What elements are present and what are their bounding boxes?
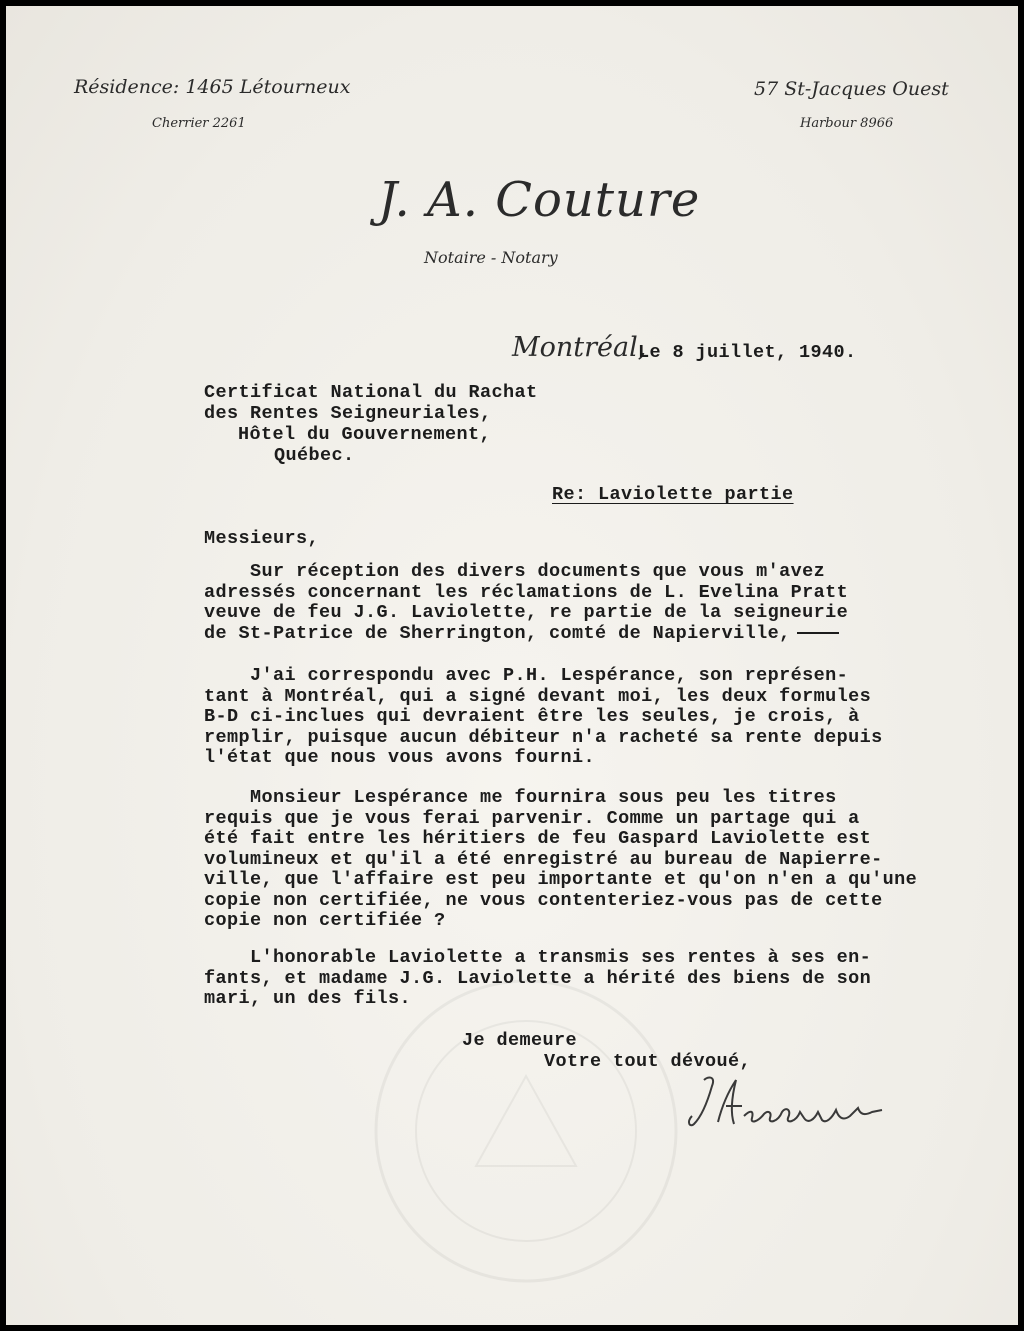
notary-profession: Notaire - Notary — [424, 248, 558, 267]
date-text: Le 8 juillet, 1940. — [638, 342, 857, 363]
residence-phone: Cherrier 2261 — [152, 116, 246, 131]
date-place: Montréal, — [512, 332, 647, 363]
body-paragraph — [204, 788, 917, 932]
recipient-line: des Rentes Seigneuriales, — [204, 403, 492, 424]
recipient-line: Hôtel du Gouvernement, — [238, 424, 492, 445]
paragraph-line: L'honorable Laviolette a transmis ses rentes à ses en- — [204, 947, 872, 968]
paragraph-line: requis que je vous ferai parvenir. Comme un partage qui a — [204, 807, 860, 829]
body-paragraph — [204, 562, 848, 644]
signature — [682, 1066, 912, 1136]
paragraph-line: veuve de feu J.G. Laviolette, re partie de la seigneurie — [204, 602, 849, 623]
seal-watermark — [366, 966, 686, 1296]
dash-filler — [797, 632, 839, 634]
paragraph-line: copie non certifiée ? — [204, 910, 446, 931]
residence-address: Résidence: 1465 Létourneux — [74, 76, 351, 98]
paragraph-line: mari, un des fils. — [204, 988, 412, 1009]
paragraph-line: ville, que l'affaire est peu importante et qu'on n'en a qu'une — [204, 869, 918, 890]
body-paragraph — [204, 666, 883, 769]
paragraph-line: adressés concernant les réclamations de L. Evelina Pratt — [204, 581, 849, 603]
paragraph-line: été fait entre les héritiers de feu Gaspard Laviolette est — [204, 828, 872, 849]
office-phone: Harbour 8966 — [800, 116, 894, 131]
paragraph-line: copie non certifiée, ne vous contenteriez-vous pas de cette — [204, 889, 883, 911]
salutation: Messieurs, — [204, 528, 320, 549]
paragraph-line: B-D ci-inclues qui devraient être les seules, je crois, à — [204, 706, 860, 727]
notary-name: J. A. Couture — [378, 172, 701, 228]
reference-line: Re: Laviolette partie — [552, 484, 794, 505]
closing-line: Je demeure — [462, 1030, 578, 1051]
recipient-line: Certificat National du Rachat — [204, 382, 538, 403]
paragraph-line-text: de St-Patrice de Sherrington, comté de Napierville, — [204, 622, 791, 644]
paragraph-line — [204, 624, 848, 645]
paragraph-line: remplir, puisque aucun débiteur n'a racheté sa rente depuis — [204, 726, 883, 748]
paragraph-line: Sur réception des divers documents que vous m'avez — [204, 561, 826, 582]
paragraph-line: tant à Montréal, qui a signé devant moi, les deux formules — [204, 685, 872, 707]
paragraph-line: Monsieur Lespérance me fournira sous peu les titres — [204, 787, 837, 808]
paragraph-line: volumineux et qu'il a été enregistré au bureau de Napierre- — [204, 848, 883, 870]
closing-line: Votre tout dévoué, — [544, 1051, 752, 1072]
paragraph-line: l'état que nous vous avons fourni. — [204, 747, 596, 768]
paragraph-line: J'ai correspondu avec P.H. Lespérance, son représen- — [204, 665, 849, 686]
office-address: 57 St-Jacques Ouest — [754, 78, 949, 100]
paragraph-line: fants, et madame J.G. Laviolette a hérité des biens de son — [204, 967, 872, 989]
letter-page — [6, 6, 1018, 1325]
recipient-line: Québec. — [274, 445, 355, 466]
